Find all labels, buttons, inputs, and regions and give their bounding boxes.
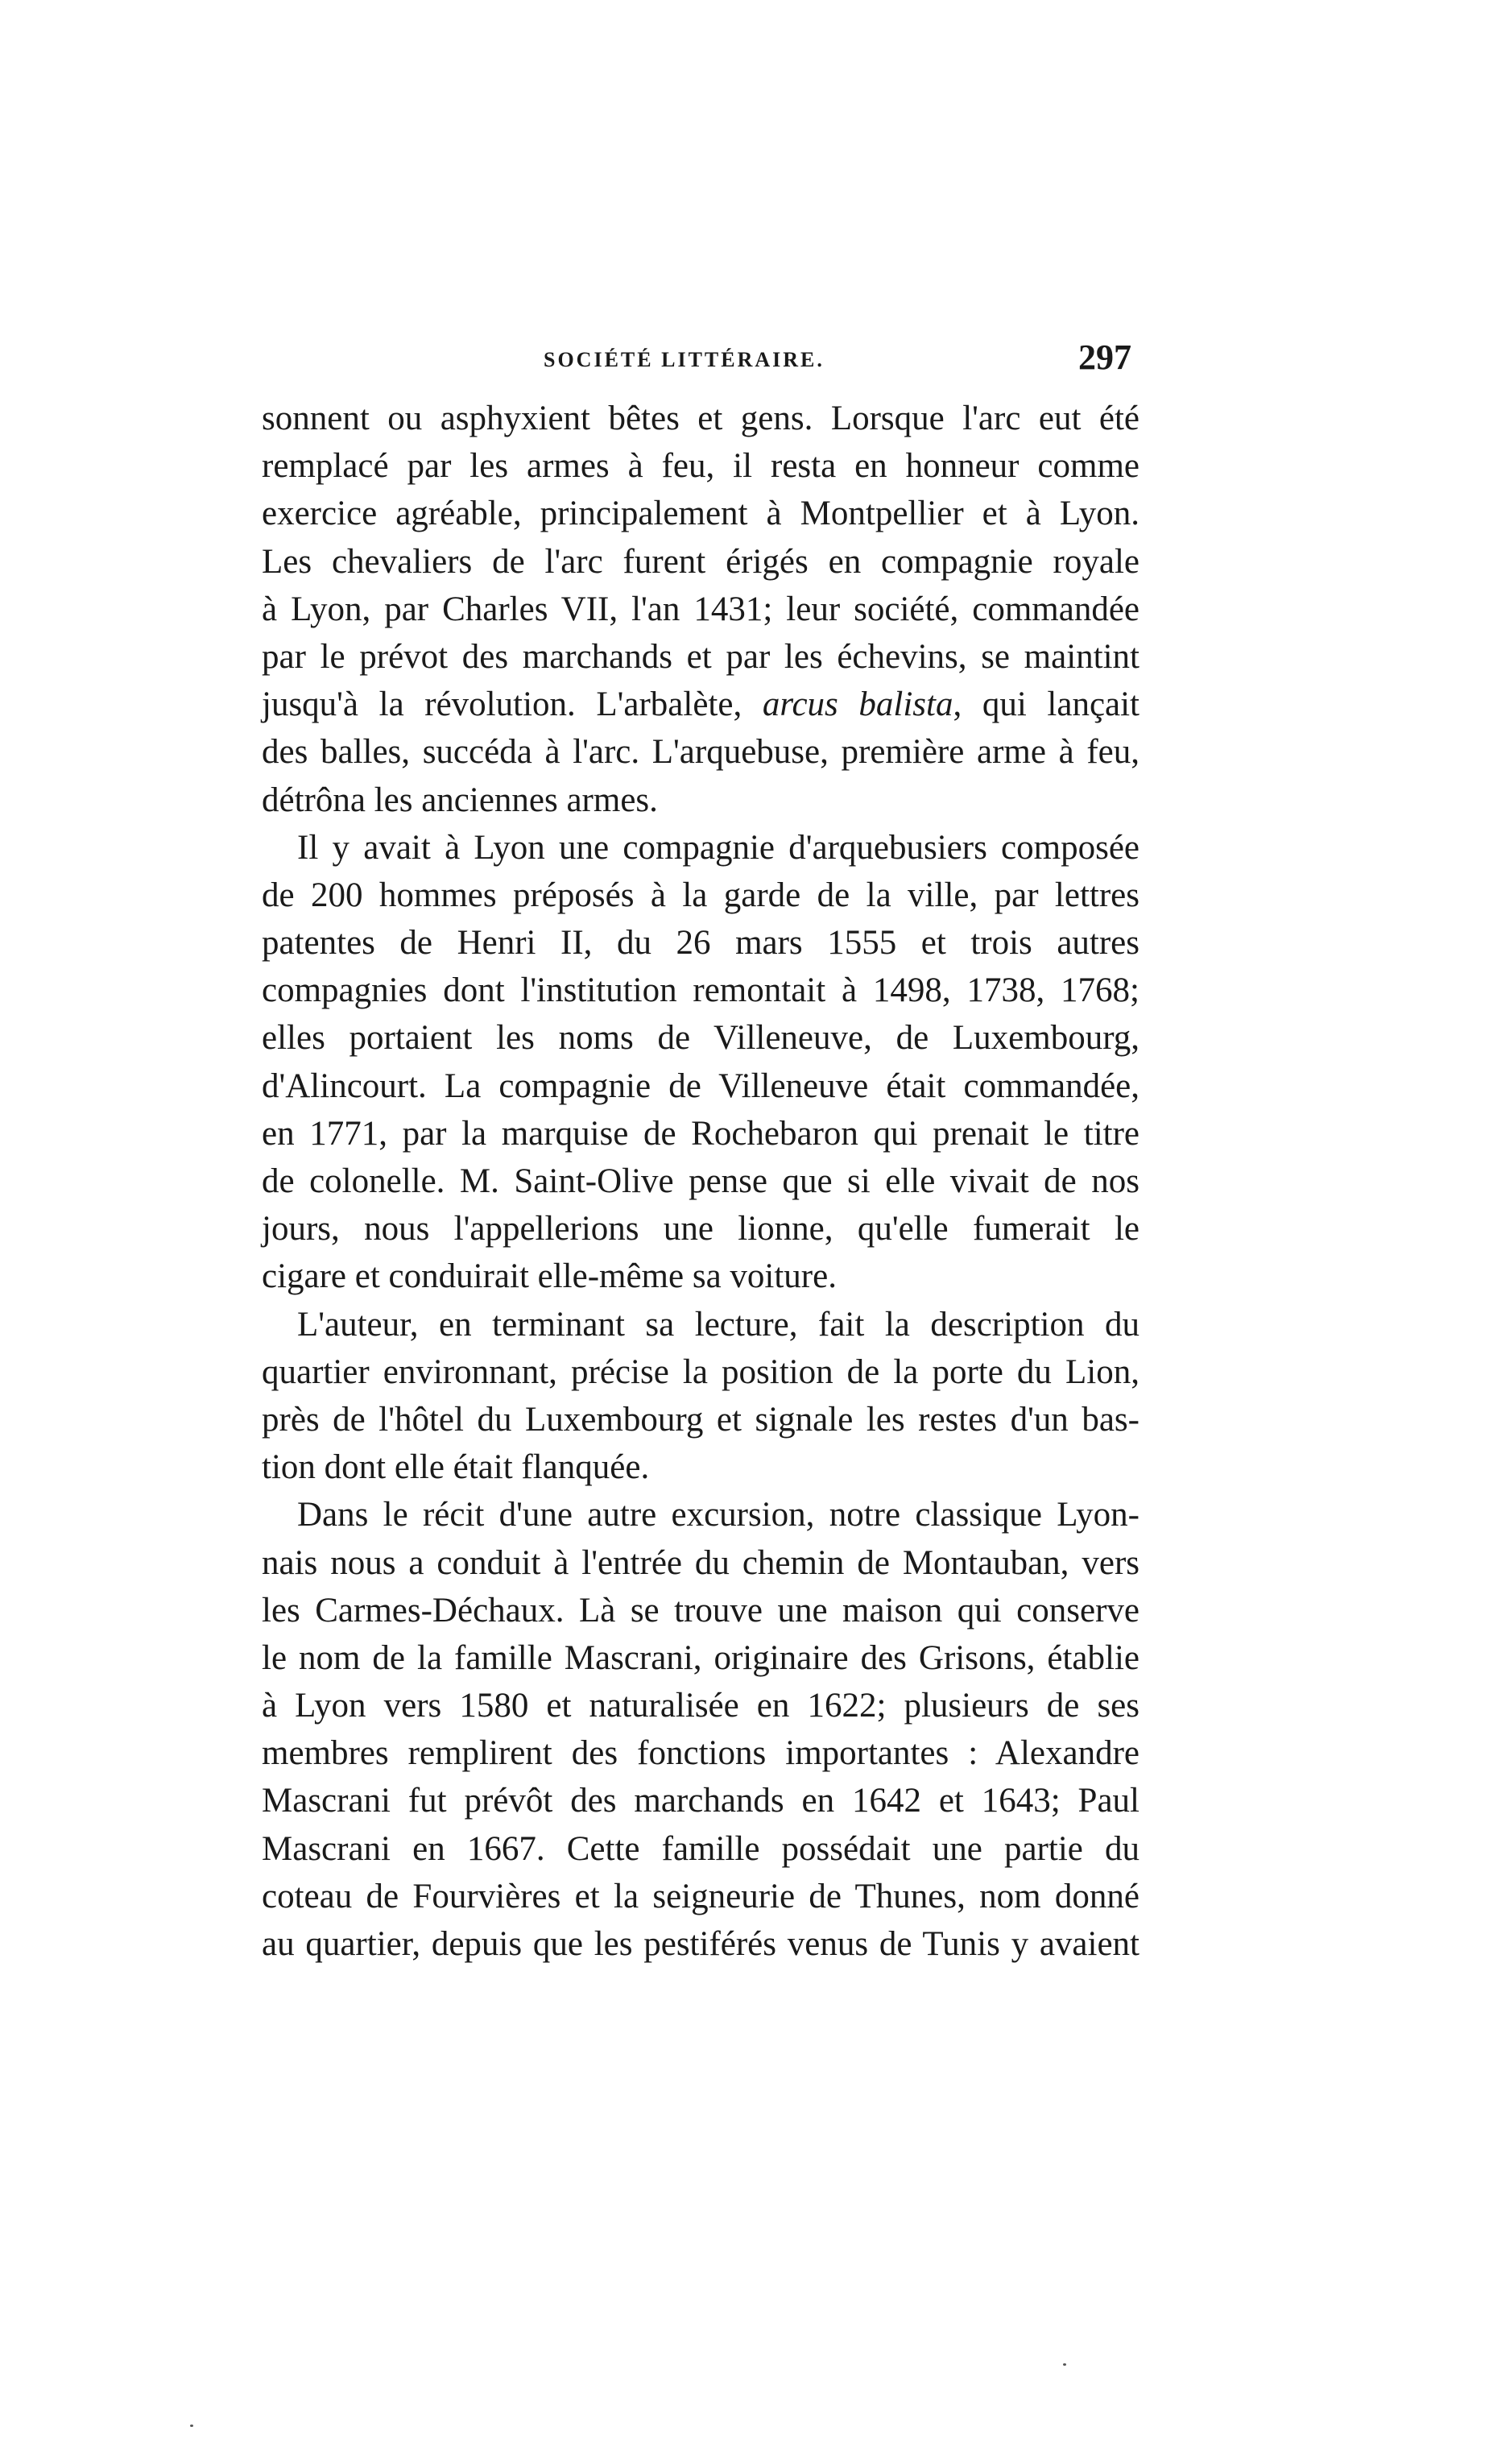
page-number: 297 <box>1078 338 1131 377</box>
text-line: d'Alincourt. La compagnie de Villeneuve était commandée, <box>262 1066 1139 1105</box>
text-line: elles portaient les noms de Villeneuve, de Luxembourg, <box>262 1019 1139 1058</box>
text-line: compagnies dont l'institution remontait à 1498, 1738, 1768; <box>262 971 1139 1010</box>
text-line: coteau de Fourvières et la seigneurie de Thunes, nom donné <box>262 1877 1139 1915</box>
text-line: jours, nous l'appellerions une lionne, qu'elle fumerait le <box>262 1210 1139 1249</box>
text-line: tion dont elle était flanquée. <box>262 1448 650 1487</box>
text-line: les Carmes-Déchaux. Là se trouve une maison qui conserve <box>262 1591 1139 1630</box>
text-line: cigare et conduirait elle-même sa voiture. <box>262 1257 837 1296</box>
text-line: Mascrani fut prévôt des marchands en 1642 et 1643; Paul <box>262 1782 1139 1820</box>
text-line: quartier environnant, précise la position de la porte du Lion, <box>262 1352 1139 1391</box>
body-text <box>262 395 1139 1968</box>
text-line: près de l'hôtel du Luxembourg et signale les restes d'un bas- <box>262 1400 1139 1439</box>
scan-speck <box>190 2425 193 2427</box>
text-line: Mascrani en 1667. Cette famille possédait une partie du <box>262 1829 1139 1868</box>
running-header <box>262 337 1148 385</box>
text-line: par le prévot des marchands et par les échevins, se maintint <box>262 637 1139 676</box>
running-title: SOCIÉTÉ LITTÉRAIRE. <box>544 348 825 371</box>
text-line: Dans le récit d'une autre excursion, notre classique Lyon- <box>297 1496 1139 1534</box>
text-line: L'auteur, en terminant sa lecture, fait la description du <box>297 1305 1139 1344</box>
text-line: de colonelle. M. Saint-Olive pense que si elle vivait de nos <box>262 1162 1139 1200</box>
text-line: remplacé par les armes à feu, il resta en honneur comme <box>262 447 1139 486</box>
text-line: de 200 hommes préposés à la garde de la ville, par lettres <box>262 876 1139 914</box>
text-line: patentes de Henri II, du 26 mars 1555 et trois autres <box>262 924 1139 963</box>
text-line: détrôna les anciennes armes. <box>262 781 658 819</box>
text-line: à Lyon, par Charles VII, l'an 1431; leur société, commandée <box>262 590 1139 628</box>
text-line: à Lyon vers 1580 et naturalisée en 1622; plusieurs de ses <box>262 1687 1139 1725</box>
text-line: au quartier, depuis que les pestiférés venus de Tunis y avaient <box>262 1925 1139 1963</box>
text-line: nais nous a conduit à l'entrée du chemin de Montauban, vers <box>262 1543 1139 1582</box>
text-line: Les chevaliers de l'arc furent érigés en compagnie royale <box>262 542 1139 581</box>
text-line: Il y avait à Lyon une compagnie d'arquebusiers composée <box>297 828 1139 867</box>
text-line: en 1771, par la marquise de Rochebaron qui prenait le titre <box>262 1114 1139 1153</box>
text-line: membres remplirent des fonctions importantes : Alexandre <box>262 1734 1139 1773</box>
text-line: des balles, succéda à l'arc. L'arquebuse, première arme à feu, <box>262 733 1139 772</box>
text-line: exercice agréable, principalement à Montpellier et à Lyon. <box>262 495 1139 533</box>
text-line: jusqu'à la révolution. L'arbalète, arcus balista, qui lançait <box>262 685 1140 724</box>
text-line: le nom de la famille Mascrani, originaire des Grisons, établie <box>262 1638 1139 1677</box>
scan-speck <box>1063 2363 1066 2366</box>
text-line: sonnent ou asphyxient bêtes et gens. Lorsque l'arc eut été <box>262 400 1139 437</box>
